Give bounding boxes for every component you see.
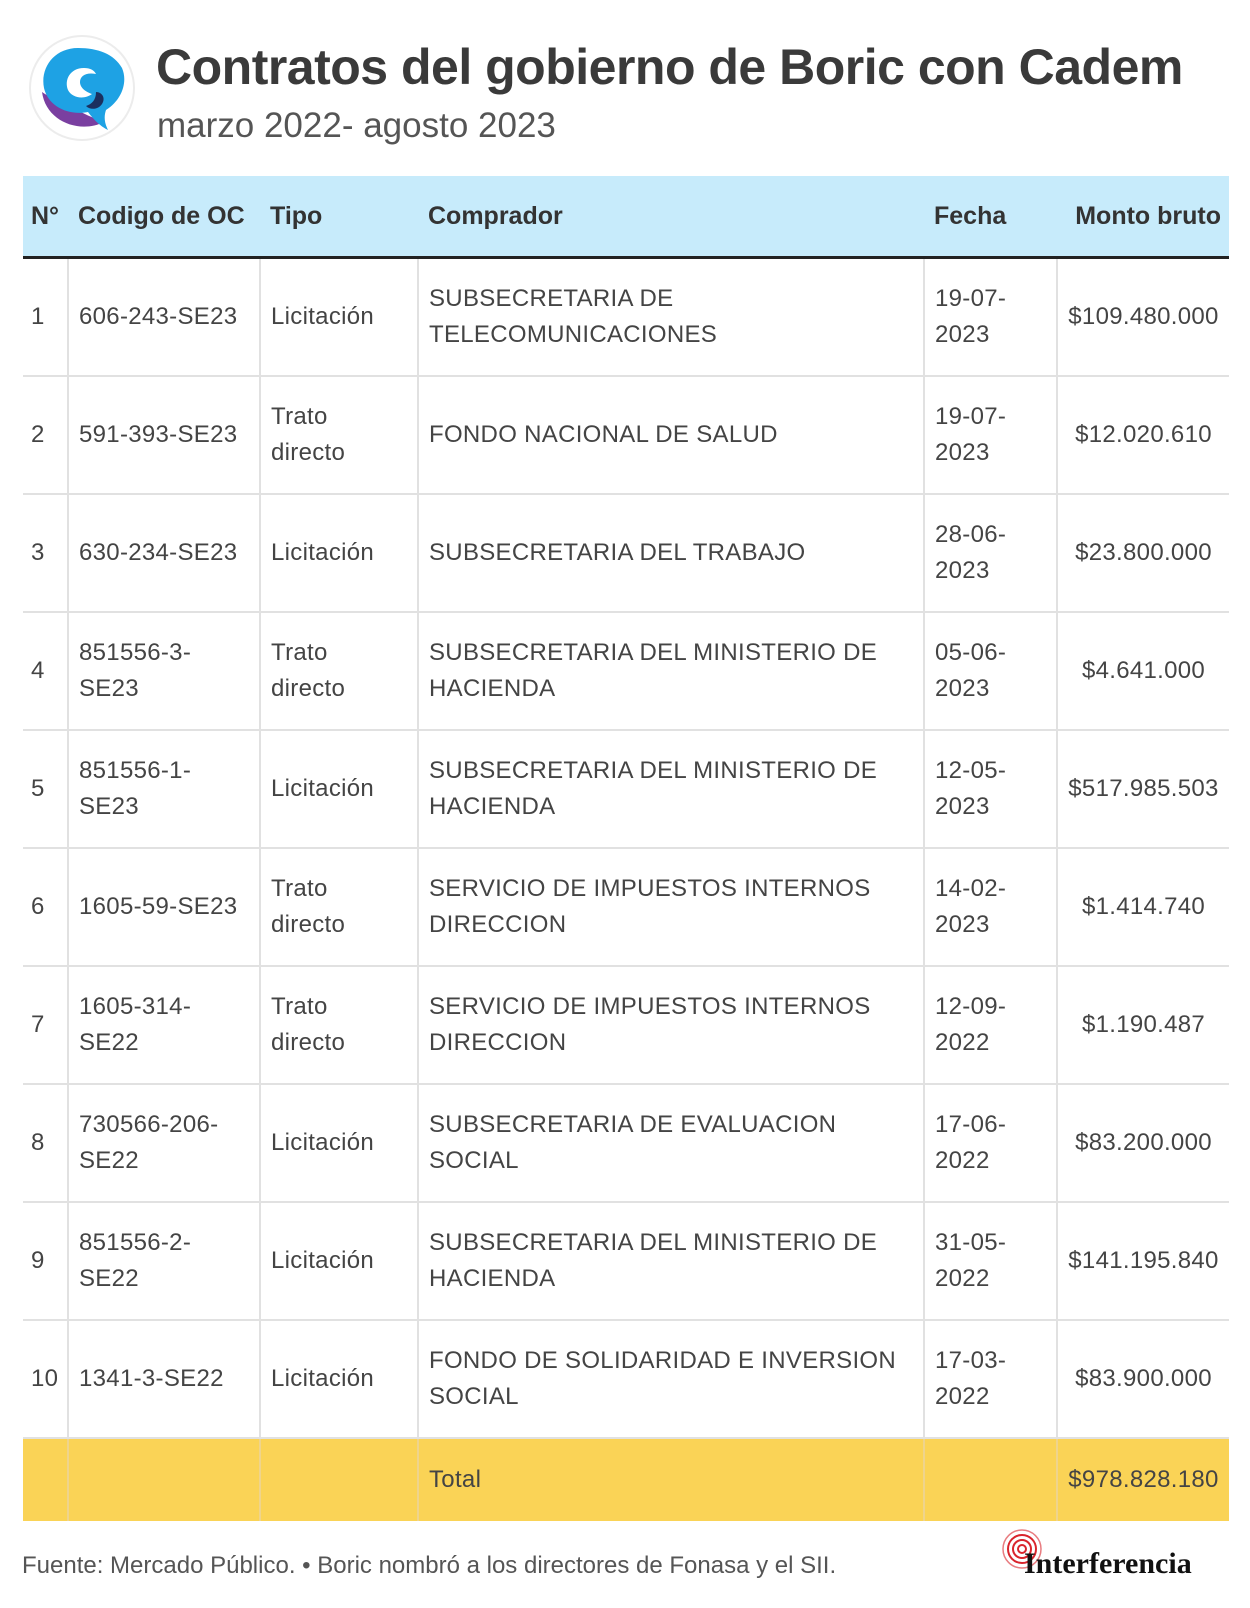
cell-codigo: 730566-206-SE22: [68, 1084, 260, 1202]
table-row: [23, 848, 1229, 966]
cell-fecha: 17-06-2022: [924, 1084, 1057, 1202]
cell-codigo: 591-393-SE23: [68, 376, 260, 494]
cell-codigo: 851556-1-SE23: [68, 730, 260, 848]
table-row: [23, 966, 1229, 1084]
cell-monto: $517.985.503: [1057, 730, 1229, 848]
cell-comprador: SERVICIO DE IMPUESTOS INTERNOS DIRECCION: [418, 848, 924, 966]
cell-tipo: Trato directo: [260, 376, 418, 494]
cell-codigo: 606-243-SE23: [68, 258, 260, 377]
cell-number: 4: [23, 612, 68, 730]
total-row: [23, 1438, 1229, 1521]
table-body: [23, 258, 1229, 1522]
cell-comprador: SUBSECRETARIA DEL MINISTERIO DE HACIENDA: [418, 730, 924, 848]
cell-monto: $1.190.487: [1057, 966, 1229, 1084]
total-cell-empty: [23, 1438, 68, 1521]
cell-comprador: FONDO NACIONAL DE SALUD: [418, 376, 924, 494]
cell-number: 2: [23, 376, 68, 494]
cell-number: 9: [23, 1202, 68, 1320]
cell-monto: $1.414.740: [1057, 848, 1229, 966]
cell-number: 1: [23, 258, 68, 377]
table-header-row: [23, 176, 1229, 258]
cell-fecha: 19-07-2023: [924, 258, 1057, 377]
total-label: Total: [418, 1438, 924, 1521]
source-note: Fuente: Mercado Público. • Boric nombró a los directores de Fonasa y el SII.: [22, 1552, 837, 1579]
cell-comprador: SUBSECRETARIA DEL MINISTERIO DE HACIENDA: [418, 612, 924, 730]
table-row: [23, 612, 1229, 730]
cell-number: 6: [23, 848, 68, 966]
table-row: [23, 730, 1229, 848]
column-header-tipo: Tipo: [260, 176, 418, 258]
cell-tipo: Licitación: [260, 1320, 418, 1438]
cell-comprador: SUBSECRETARIA DEL MINISTERIO DE HACIENDA: [418, 1202, 924, 1320]
interferencia-brand: [1000, 1525, 1208, 1585]
cell-tipo: Trato directo: [260, 966, 418, 1084]
cell-fecha: 12-05-2023: [924, 730, 1057, 848]
cadem-logo-icon: [28, 34, 136, 142]
cell-fecha: 05-06-2023: [924, 612, 1057, 730]
cell-number: 5: [23, 730, 68, 848]
cell-monto: $83.900.000: [1057, 1320, 1229, 1438]
cell-monto: $4.641.000: [1057, 612, 1229, 730]
brand-name: Interferencia: [1024, 1547, 1192, 1580]
cell-tipo: Licitación: [260, 1202, 418, 1320]
contracts-table: [23, 176, 1229, 1521]
page-title: Contratos del gobierno de Boric con Cadem: [156, 39, 1183, 95]
table-header: [23, 176, 1229, 258]
column-header-fecha: Fecha: [924, 176, 1057, 258]
cell-number: 8: [23, 1084, 68, 1202]
cell-comprador: SUBSECRETARIA DEL TRABAJO: [418, 494, 924, 612]
cell-monto: $109.480.000: [1057, 258, 1229, 377]
cell-number: 10: [23, 1320, 68, 1438]
cell-monto: $83.200.000: [1057, 1084, 1229, 1202]
cell-number: 7: [23, 966, 68, 1084]
cell-comprador: SUBSECRETARIA DE EVALUACION SOCIAL: [418, 1084, 924, 1202]
table-row: [23, 258, 1229, 377]
cell-codigo: 851556-3-SE23: [68, 612, 260, 730]
cell-codigo: 1341-3-SE22: [68, 1320, 260, 1438]
table-row: [23, 1084, 1229, 1202]
cell-tipo: Licitación: [260, 258, 418, 377]
cell-tipo: Licitación: [260, 494, 418, 612]
total-cell-empty: [260, 1438, 418, 1521]
cell-monto: $12.020.610: [1057, 376, 1229, 494]
cell-fecha: 17-03-2022: [924, 1320, 1057, 1438]
cell-comprador: SUBSECRETARIA DE TELECOMUNICACIONES: [418, 258, 924, 377]
cell-codigo: 851556-2-SE22: [68, 1202, 260, 1320]
column-header-comprador: Comprador: [418, 176, 924, 258]
cell-monto: $141.195.840: [1057, 1202, 1229, 1320]
cell-number: 3: [23, 494, 68, 612]
total-cell-empty: [68, 1438, 260, 1521]
cell-tipo: Licitación: [260, 730, 418, 848]
page-subtitle: marzo 2022- agosto 2023: [157, 106, 556, 145]
table-row: [23, 1202, 1229, 1320]
cell-fecha: 14-02-2023: [924, 848, 1057, 966]
cell-fecha: 19-07-2023: [924, 376, 1057, 494]
table-row: [23, 376, 1229, 494]
column-header-monto: Monto bruto: [1057, 176, 1229, 258]
cell-fecha: 12-09-2022: [924, 966, 1057, 1084]
cell-codigo: 630-234-SE23: [68, 494, 260, 612]
cell-fecha: 28-06-2023: [924, 494, 1057, 612]
cell-tipo: Trato directo: [260, 848, 418, 966]
cell-tipo: Trato directo: [260, 612, 418, 730]
cell-comprador: FONDO DE SOLIDARIDAD E INVERSION SOCIAL: [418, 1320, 924, 1438]
total-value: $978.828.180: [1057, 1438, 1229, 1521]
total-cell-empty: [924, 1438, 1057, 1521]
cell-fecha: 31-05-2022: [924, 1202, 1057, 1320]
cell-codigo: 1605-314-SE22: [68, 966, 260, 1084]
cell-monto: $23.800.000: [1057, 494, 1229, 612]
chart-header: [24, 30, 1234, 150]
cell-codigo: 1605-59-SE23: [68, 848, 260, 966]
column-header-codigo: Codigo de OC: [68, 176, 260, 258]
column-header-number: N°: [23, 176, 68, 258]
table-row: [23, 1320, 1229, 1438]
cell-comprador: SERVICIO DE IMPUESTOS INTERNOS DIRECCION: [418, 966, 924, 1084]
cell-tipo: Licitación: [260, 1084, 418, 1202]
table-row: [23, 494, 1229, 612]
